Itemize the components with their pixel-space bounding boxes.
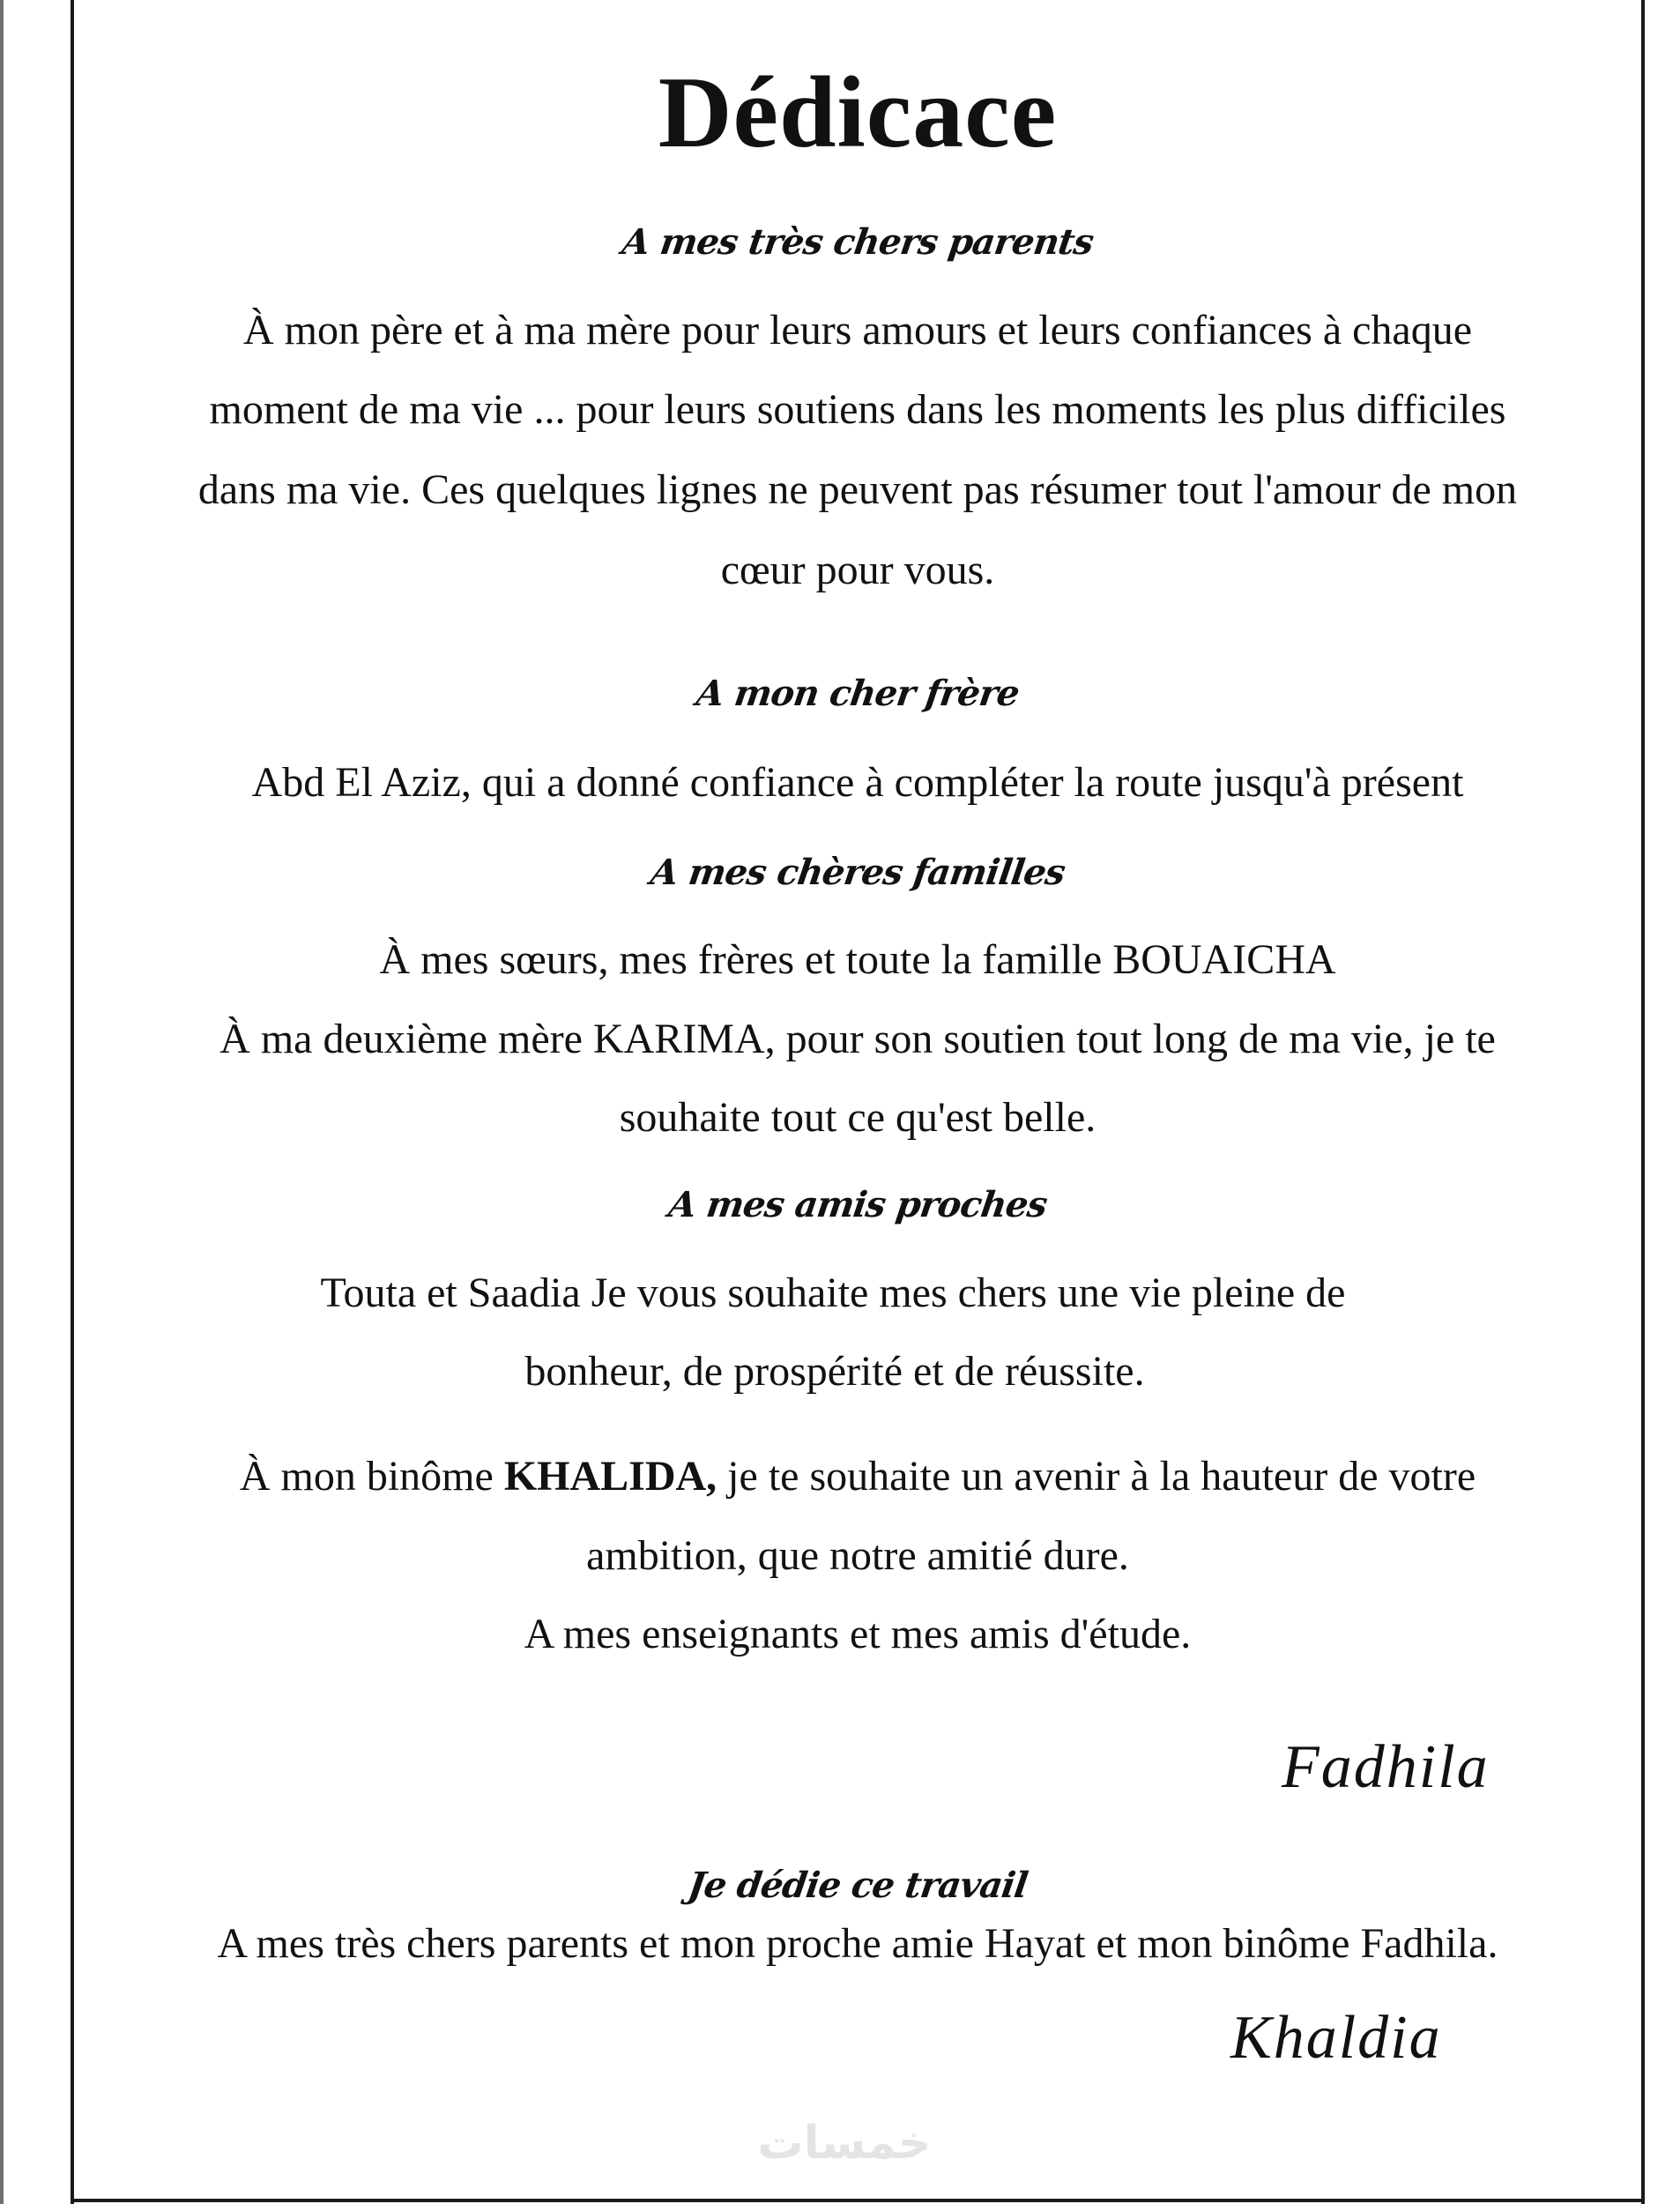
- parents-line-1: À mon père et à ma mère pour leurs amours et leurs confiances à chaque: [242, 307, 1473, 354]
- families-line-2: À ma deuxième mère KARIMA, pour son soutien tout long de ma vie, je te: [219, 1016, 1496, 1062]
- friends-line-5: A mes enseignants et mes amis d'étude.: [524, 1611, 1192, 1657]
- families-line-3: souhaite tout ce qu'est belle.: [619, 1094, 1096, 1141]
- friends-line-2: bonheur, de prospérité et de réussite.: [524, 1348, 1145, 1395]
- parents-line-4: cœur pour vous.: [720, 547, 995, 593]
- binome-suffix: je te souhaite un avenir à la hauteur de votre: [717, 1453, 1476, 1500]
- signature-khaldia: Khaldia: [1230, 2004, 1442, 2072]
- heading-friends: A mes amis proches: [665, 1184, 1050, 1225]
- page-title: Dédicace: [658, 56, 1058, 169]
- signature-fadhila: Fadhila: [1282, 1733, 1490, 1801]
- heading-brother: A mon cher frère: [694, 673, 1022, 714]
- parents-line-2: moment de ma vie ... pour leurs soutiens dans les moments les plus difficiles: [209, 386, 1506, 433]
- second-dedication-line-1: A mes très chers parents et mon proche amie Hayat et mon binôme Fadhila.: [217, 1920, 1498, 1967]
- heading-families: A mes chères familles: [648, 852, 1067, 893]
- families-line-1: À mes sœurs, mes frères et toute la famille BOUAICHA: [379, 936, 1336, 983]
- binome-name: KHALIDA,: [503, 1453, 717, 1500]
- dedication-content: [74, 0, 1641, 2204]
- heading-parents: A mes très chers parents: [620, 221, 1096, 263]
- watermark-logo: [739, 2107, 950, 2178]
- brother-line-1: Abd El Aziz, qui a donné confiance à compléter la route jusqu'à présent: [251, 759, 1464, 806]
- page-edge-left: [0, 0, 4, 2204]
- parents-line-3: dans ma vie. Ces quelques lignes ne peuvent pas résumer tout l'amour de mon: [197, 466, 1518, 513]
- binome-line: [74, 1437, 1641, 1516]
- friends-line-1: Touta et Saadia Je vous souhaite mes chers une vie pleine de: [320, 1270, 1346, 1316]
- watermark-text: خمسات: [757, 2117, 932, 2170]
- binome-prefix: À mon binôme: [239, 1453, 504, 1500]
- heading-second-dedication: Je dédie ce travail: [685, 1865, 1030, 1906]
- friends-line-4: ambition, que notre amitié dure.: [586, 1532, 1129, 1579]
